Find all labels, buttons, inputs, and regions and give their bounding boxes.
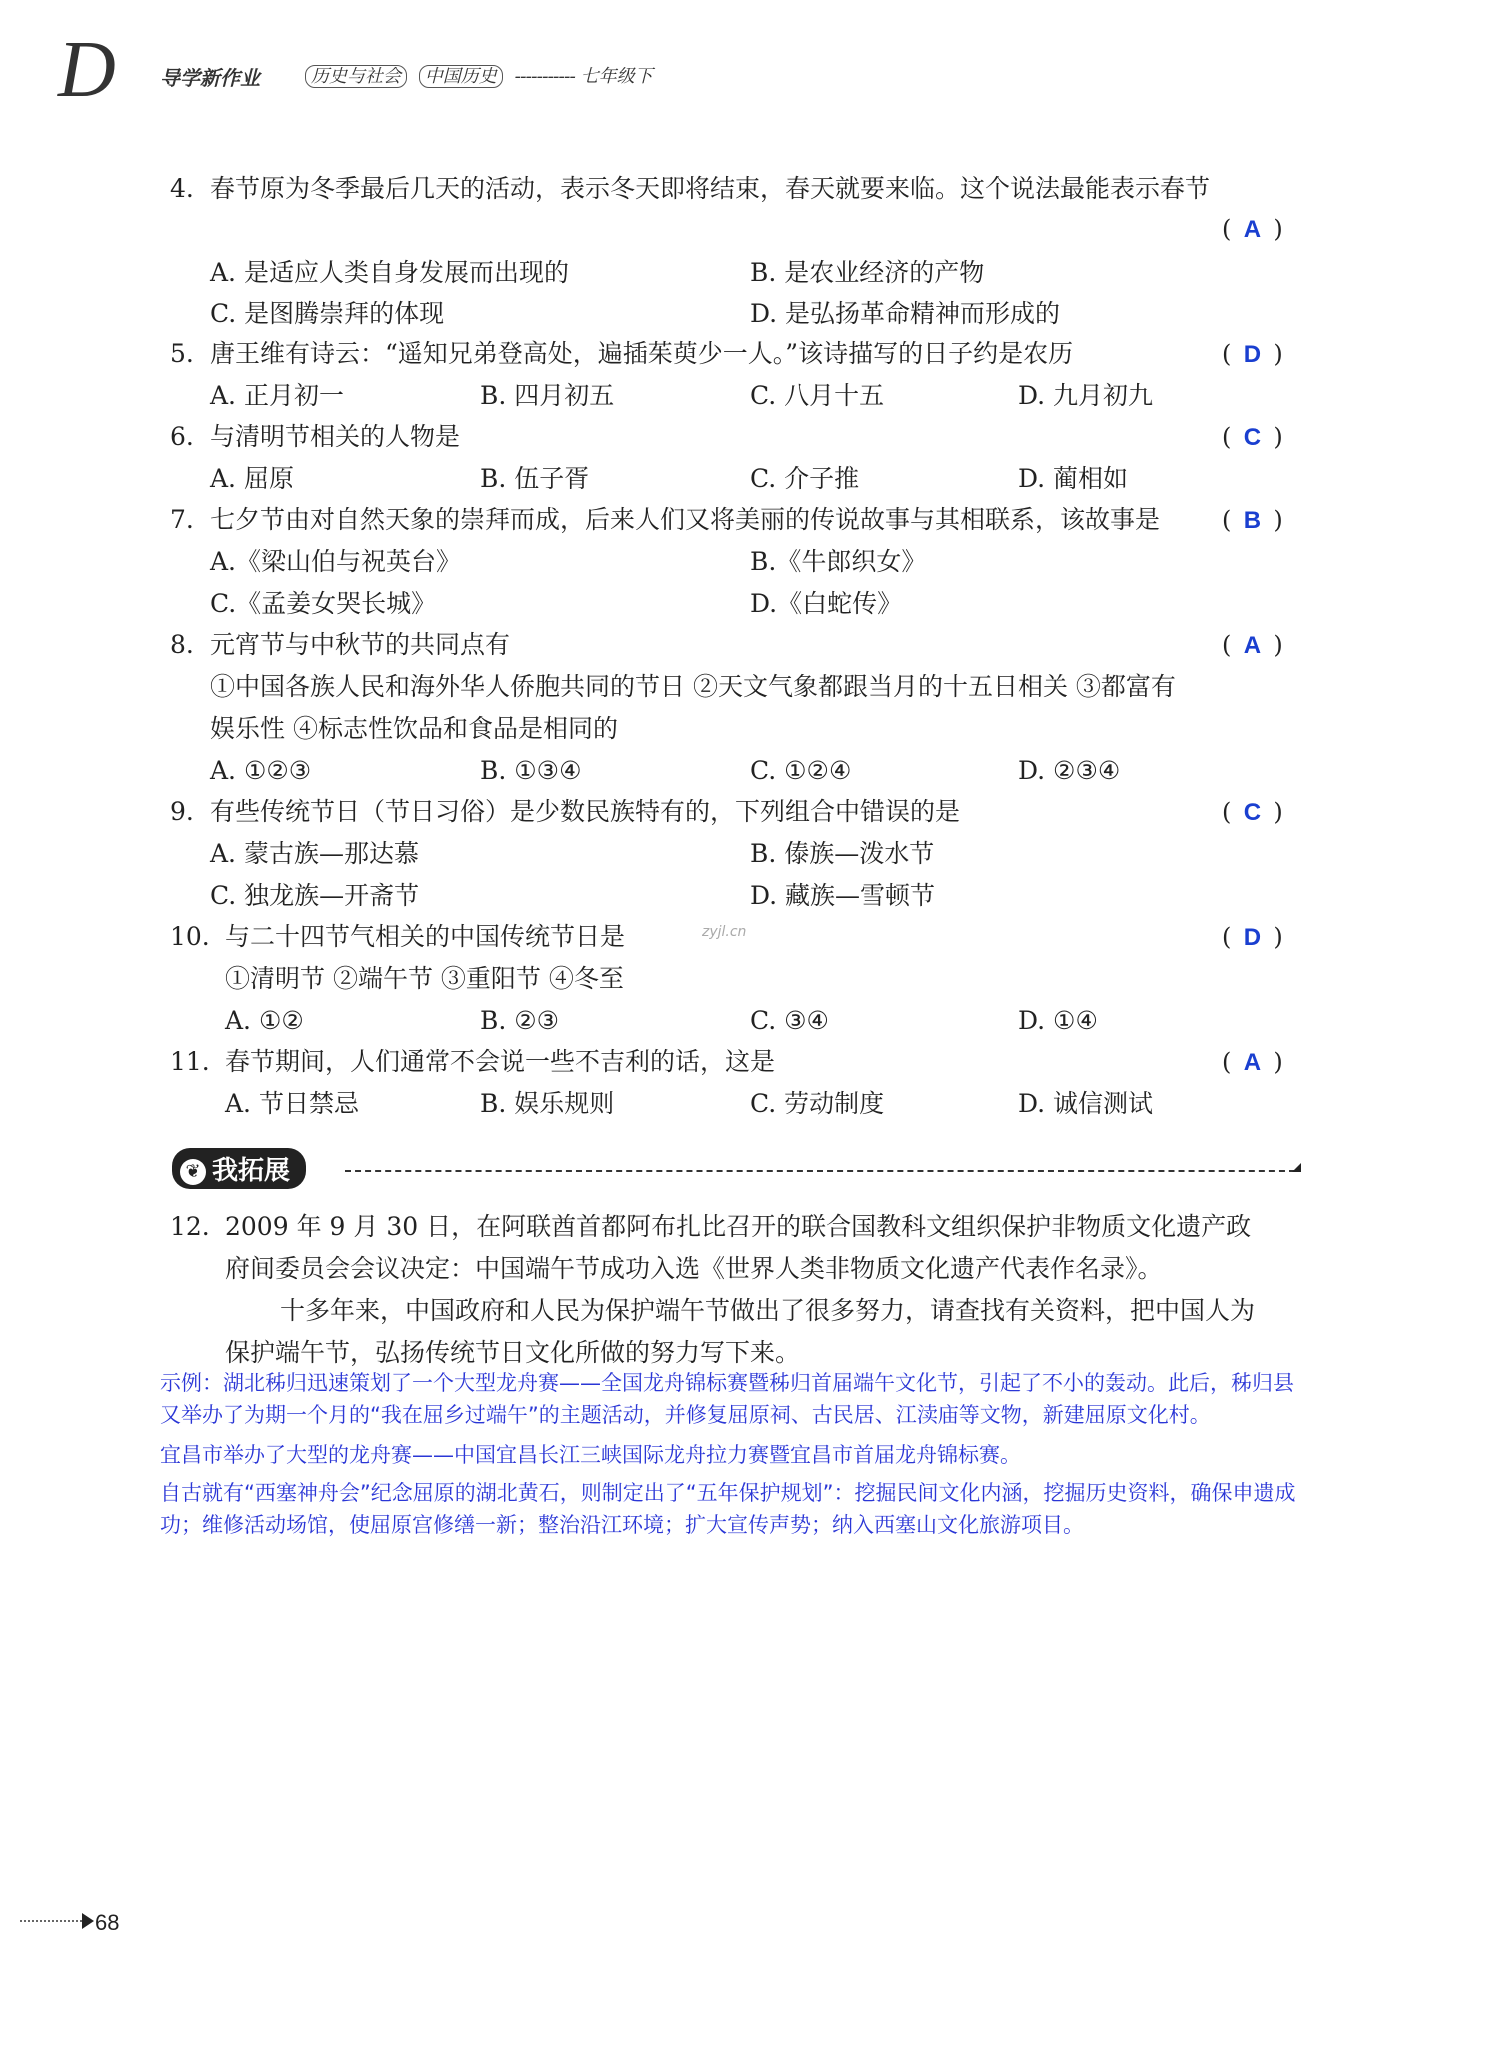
- q8-option-c: C. ①②④: [750, 756, 852, 785]
- q5-option-b: B. 四月初五: [480, 381, 615, 410]
- sample-answer-line4: 自古就有“西塞神舟会”纪念屈原的湖北黄石，则制定出了“五年保护规划”：挖掘民间文化内涵，挖掘历史资料，确保申遗成: [160, 1481, 1296, 1505]
- q9-option-a: A. 蒙古族—那达慕: [210, 839, 419, 868]
- q9-number: 9.: [170, 797, 194, 826]
- q11-option-c: C. 劳动制度: [750, 1089, 885, 1118]
- q5-option-c: C. 八月十五: [750, 381, 885, 410]
- q4-option-a: A. 是适应人类自身发展而出现的: [210, 258, 569, 287]
- q12-line4: 保护端午节，弘扬传统节日文化所做的努力写下来。: [225, 1338, 801, 1367]
- q8-option-b: B. ①③④: [480, 756, 582, 785]
- section-title-pill: [172, 1148, 306, 1189]
- q9-answer: ( C ): [1222, 798, 1283, 826]
- q8-stem: 元宵节与中秋节的共同点有: [210, 630, 511, 659]
- sample-answer-line5: 功；维修活动场馆，使屈原宫修缮一新；整治沿江环境；扩大宣传声势；纳入西塞山文化旅游项目。: [160, 1513, 1084, 1537]
- header-brand: 导学新作业: [160, 66, 260, 90]
- header-grade: 七年级下: [580, 66, 653, 87]
- q10-stem: 与二十四节气相关的中国传统节日是: [225, 922, 626, 951]
- q12-line2: 府间委员会会议决定：中国端午节成功入选《世界人类非物质文化遗产代表作名录》。: [225, 1254, 1163, 1283]
- section-title: 我拓展: [212, 1156, 291, 1186]
- header-dashes: -----------: [514, 66, 575, 87]
- q4-answer: ( A ): [1222, 215, 1283, 243]
- answer-letter: B: [1243, 507, 1262, 534]
- q11-option-a: A. 节日禁忌: [225, 1089, 359, 1118]
- q8-statements-line1: ①中国各族人民和海外华人侨胞共同的节日 ②天文气象都跟当月的十五日相关 ③都富有: [210, 672, 1176, 701]
- q6-option-b: B. 伍子胥: [480, 464, 590, 493]
- answer-letter: D: [1243, 924, 1262, 951]
- q5-stem: 唐王维有诗云：“遥知兄弟登高处，遍插茱萸少一人。”该诗描写的日子约是农历: [210, 339, 1074, 368]
- section-divider: [345, 1170, 1295, 1172]
- header-logo: D: [58, 26, 116, 114]
- answer-letter: D: [1243, 341, 1262, 368]
- q10-option-a: A. ①②: [225, 1006, 304, 1035]
- divider-corner-mark: [1292, 1163, 1301, 1172]
- q6-number: 6.: [170, 422, 194, 451]
- q11-number: 11.: [170, 1047, 210, 1076]
- answer-letter: A: [1243, 632, 1262, 659]
- q8-option-a: A. ①②③: [210, 756, 312, 785]
- q6-option-a: A. 屈原: [210, 464, 294, 493]
- q7-stem: 七夕节由对自然天象的崇拜而成，后来人们又将美丽的传说故事与其相联系，该故事是: [210, 505, 1161, 534]
- q5-option-d: D. 九月初九: [1018, 381, 1154, 410]
- q8-option-d: D. ②③④: [1018, 756, 1121, 785]
- q8-statements-line2: 娱乐性 ④标志性饮品和食品是相同的: [210, 714, 618, 743]
- q10-option-c: C. ③④: [750, 1006, 829, 1035]
- page-arrow-icon: [82, 1913, 94, 1929]
- q7-option-d: D.《白蛇传》: [750, 589, 903, 618]
- q7-option-c: C.《孟姜女哭长城》: [210, 589, 437, 618]
- q10-answer: ( D ): [1222, 923, 1283, 951]
- q6-option-d: D. 蔺相如: [1018, 464, 1129, 493]
- page-number: 68: [95, 1910, 120, 1935]
- q4-stem: 春节原为冬季最后几天的活动，表示冬天即将结束，春天就要来临。这个说法最能表示春节: [210, 174, 1211, 203]
- q12-line1: 2009 年 9 月 30 日，在阿联酋首都阿布扎比召开的联合国教科文组织保护非物质文化遗产政: [225, 1212, 1252, 1241]
- q11-stem: 春节期间，人们通常不会说一些不吉利的话，这是: [225, 1047, 776, 1076]
- q12-number: 12.: [170, 1212, 210, 1241]
- q6-answer: ( C ): [1222, 423, 1283, 451]
- q6-option-c: C. 介子推: [750, 464, 860, 493]
- q10-number: 10.: [170, 922, 210, 951]
- answer-letter: C: [1243, 799, 1262, 826]
- q4-option-d: D. 是弘扬革命精神而形成的: [750, 299, 1061, 328]
- q7-option-b: B.《牛郎织女》: [750, 547, 927, 576]
- q11-answer: ( A ): [1222, 1048, 1283, 1076]
- q5-number: 5.: [170, 339, 194, 368]
- q10-items: ①清明节 ②端午节 ③重阳节 ④冬至: [225, 964, 624, 993]
- q8-answer: ( A ): [1222, 631, 1283, 659]
- q7-number: 7.: [170, 505, 194, 534]
- watermark: zyjl.cn: [702, 924, 747, 940]
- q10-option-b: B. ②③: [480, 1006, 560, 1035]
- sample-answer-line3: 宜昌市举办了大型的龙舟赛——中国宜昌长江三峡国际龙舟拉力赛暨宜昌市首届龙舟锦标赛。: [160, 1443, 1021, 1467]
- subject-history-society: 历史与社会: [305, 65, 407, 88]
- answer-letter: A: [1243, 1049, 1262, 1076]
- sample-answer-line1: 示例：湖北秭归迅速策划了一个大型龙舟赛——全国龙舟锦标赛暨秭归首届端午文化节，引起了不小的轰动。此后，秭归县: [160, 1371, 1294, 1395]
- subject-chinese-history: 中国历史: [419, 65, 503, 88]
- sample-answer-line2: 又举办了为期一个月的“我在屈乡过端午”的主题活动，并修复屈原祠、古民居、江渎庙等文物，新建屈原文化村。: [160, 1403, 1211, 1427]
- q4-option-c: C. 是图腾崇拜的体现: [210, 299, 445, 328]
- q9-option-b: B. 傣族—泼水节: [750, 839, 935, 868]
- q9-stem: 有些传统节日（节日习俗）是少数民族特有的，下列组合中错误的是: [210, 797, 961, 826]
- q12-line3: 十多年来，中国政府和人民为保护端午节做出了很多努力，请查找有关资料，把中国人为: [280, 1296, 1256, 1325]
- leaf-icon: ❦: [180, 1159, 206, 1185]
- q7-option-a: A.《梁山伯与祝英台》: [210, 547, 462, 576]
- q4-option-b: B. 是农业经济的产物: [750, 258, 985, 287]
- q5-option-a: A. 正月初一: [210, 381, 344, 410]
- q9-option-d: D. 藏族—雪顿节: [750, 881, 936, 910]
- q8-number: 8.: [170, 630, 194, 659]
- answer-letter: C: [1243, 424, 1262, 451]
- page-number-dots: [20, 1920, 82, 1922]
- q7-answer: ( B ): [1222, 506, 1283, 534]
- q11-option-b: B. 娱乐规则: [480, 1089, 615, 1118]
- answer-letter: A: [1243, 216, 1262, 243]
- q4-number: 4.: [170, 174, 194, 203]
- q10-option-d: D. ①④: [1018, 1006, 1098, 1035]
- section-banner: [172, 1148, 306, 1189]
- q6-stem: 与清明节相关的人物是: [210, 422, 461, 451]
- q9-option-c: C. 独龙族—开斋节: [210, 881, 420, 910]
- q5-answer: ( D ): [1222, 340, 1283, 368]
- header-subjects: [305, 62, 653, 88]
- q11-option-d: D. 诚信测试: [1018, 1089, 1154, 1118]
